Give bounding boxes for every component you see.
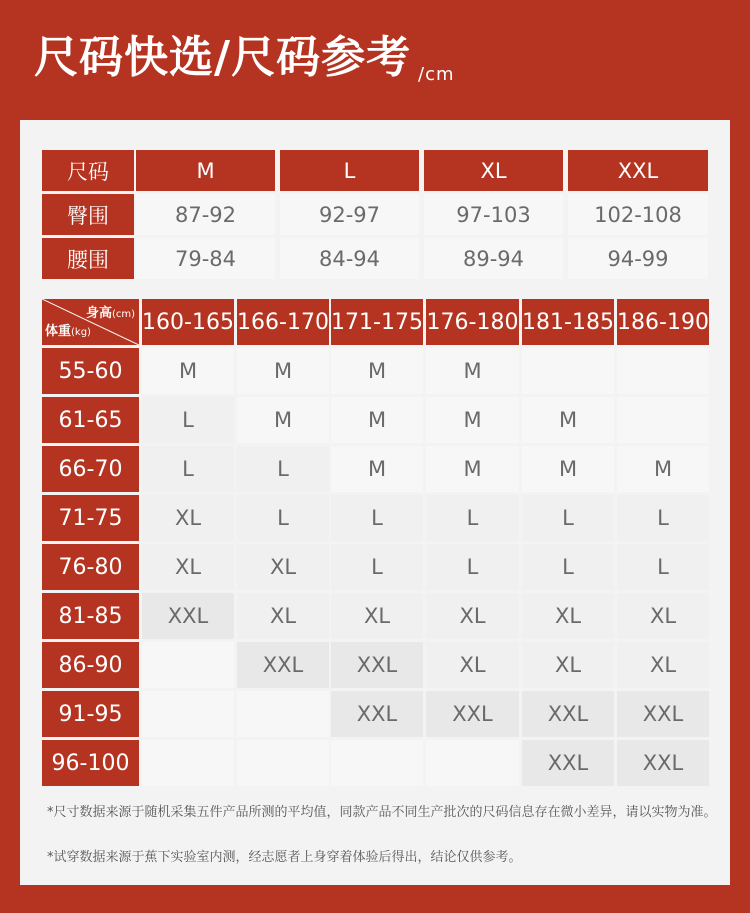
measurement-value: 94-99 <box>568 238 708 279</box>
recommended-size-cell: M <box>522 446 614 492</box>
unit-label: /cm <box>418 64 455 85</box>
recommended-size-cell <box>617 348 709 394</box>
recommended-size-cell: XL <box>522 642 614 688</box>
recommended-size-cell: XL <box>142 544 234 590</box>
recommended-size-cell: M <box>426 397 519 443</box>
recommended-size-cell: XL <box>237 593 329 639</box>
recommended-size-cell: L <box>522 495 614 541</box>
page-title: 尺码快选/尺码参考 <box>34 32 412 83</box>
height-range-header: 166-170 <box>237 299 329 345</box>
height-range-header: 181-185 <box>522 299 614 345</box>
recommended-size-cell: M <box>142 348 234 394</box>
measurement-value: 89-94 <box>424 238 563 279</box>
measurement-value: 84-94 <box>280 238 419 279</box>
recommended-size-cell: XXL <box>522 691 614 737</box>
measurement-value: 87-92 <box>136 194 275 235</box>
recommended-size-cell: M <box>522 397 614 443</box>
recommended-size-cell: M <box>237 348 329 394</box>
measurement-value: 92-97 <box>280 194 419 235</box>
recommended-size-cell: L <box>142 446 234 492</box>
weight-range-header: 86-90 <box>42 642 139 688</box>
recommended-size-cell <box>142 691 234 737</box>
recommended-size-cell: L <box>331 495 423 541</box>
recommended-size-cell: M <box>426 446 519 492</box>
recommended-size-cell <box>522 348 614 394</box>
height-range-header: 186-190 <box>617 299 709 345</box>
recommended-size-cell: L <box>617 544 709 590</box>
recommended-size-cell: L <box>522 544 614 590</box>
height-unit: (cm) <box>111 309 135 320</box>
recommended-size-cell: XXL <box>142 593 234 639</box>
recommended-size-cell: L <box>426 495 519 541</box>
recommended-size-cell: L <box>617 495 709 541</box>
weight-unit: (kg) <box>71 327 91 338</box>
recommended-size-cell: M <box>331 397 423 443</box>
footnote-2: *试穿数据来源于蕉下实验室内测，经志愿者上身穿着体验后得出，结论仅供参考。 <box>47 850 522 865</box>
height-weight-corner <box>42 299 139 345</box>
recommended-size-cell: XL <box>237 544 329 590</box>
recommended-size-cell: M <box>617 446 709 492</box>
recommended-size-cell: L <box>237 495 329 541</box>
size-header-label: 尺码 <box>42 150 134 191</box>
weight-range-header: 96-100 <box>42 740 139 786</box>
weight-label: 体重 <box>45 324 72 339</box>
weight-range-header: 66-70 <box>42 446 139 492</box>
recommended-size-cell <box>617 397 709 443</box>
recommended-size-cell: XL <box>617 593 709 639</box>
weight-range-header: 55-60 <box>42 348 139 394</box>
measurement-label: 臀围 <box>42 194 134 235</box>
recommended-size-cell: XXL <box>426 691 519 737</box>
size-column-header: M <box>136 150 275 191</box>
measurement-label: 腰围 <box>42 238 134 279</box>
weight-range-header: 71-75 <box>42 495 139 541</box>
height-label: 身高 <box>85 306 112 321</box>
recommended-size-cell: L <box>237 446 329 492</box>
size-column-header: XL <box>424 150 563 191</box>
weight-range-header: 91-95 <box>42 691 139 737</box>
recommended-size-cell: M <box>331 348 423 394</box>
recommended-size-cell: XL <box>426 593 519 639</box>
height-range-header: 171-175 <box>331 299 423 345</box>
recommended-size-cell <box>426 740 519 786</box>
recommended-size-cell: XXL <box>522 740 614 786</box>
measurement-value: 79-84 <box>136 238 275 279</box>
measurement-value: 97-103 <box>424 194 563 235</box>
recommended-size-cell <box>237 691 329 737</box>
recommended-size-cell: XXL <box>617 691 709 737</box>
recommended-size-cell <box>237 740 329 786</box>
weight-range-header: 61-65 <box>42 397 139 443</box>
recommended-size-cell: L <box>142 397 234 443</box>
recommended-size-cell: XL <box>426 642 519 688</box>
recommended-size-cell: XXL <box>331 642 423 688</box>
recommended-size-cell: M <box>331 446 423 492</box>
recommended-size-cell: XXL <box>617 740 709 786</box>
weight-axis-label <box>45 320 91 339</box>
footnote-1: *尺寸数据来源于随机采集五件产品所测的平均值，同款产品不同生产批次的尺码信息存在微小差异，请以实物为准。 <box>47 805 717 820</box>
recommended-size-cell: XL <box>617 642 709 688</box>
recommended-size-cell: XXL <box>331 691 423 737</box>
recommended-size-cell <box>142 740 234 786</box>
recommended-size-cell <box>142 642 234 688</box>
recommended-size-cell: L <box>331 544 423 590</box>
weight-range-header: 76-80 <box>42 544 139 590</box>
recommended-size-cell: M <box>426 348 519 394</box>
height-range-header: 160-165 <box>142 299 234 345</box>
height-range-header: 176-180 <box>426 299 519 345</box>
recommended-size-cell: XL <box>522 593 614 639</box>
size-column-header: XXL <box>568 150 708 191</box>
recommended-size-cell: XL <box>331 593 423 639</box>
recommended-size-cell: XXL <box>237 642 329 688</box>
weight-range-header: 81-85 <box>42 593 139 639</box>
height-axis-label <box>86 302 135 321</box>
recommended-size-cell: M <box>237 397 329 443</box>
recommended-size-cell: L <box>426 544 519 590</box>
recommended-size-cell <box>331 740 423 786</box>
size-column-header: L <box>280 150 419 191</box>
measurement-value: 102-108 <box>568 194 708 235</box>
recommended-size-cell: XL <box>142 495 234 541</box>
